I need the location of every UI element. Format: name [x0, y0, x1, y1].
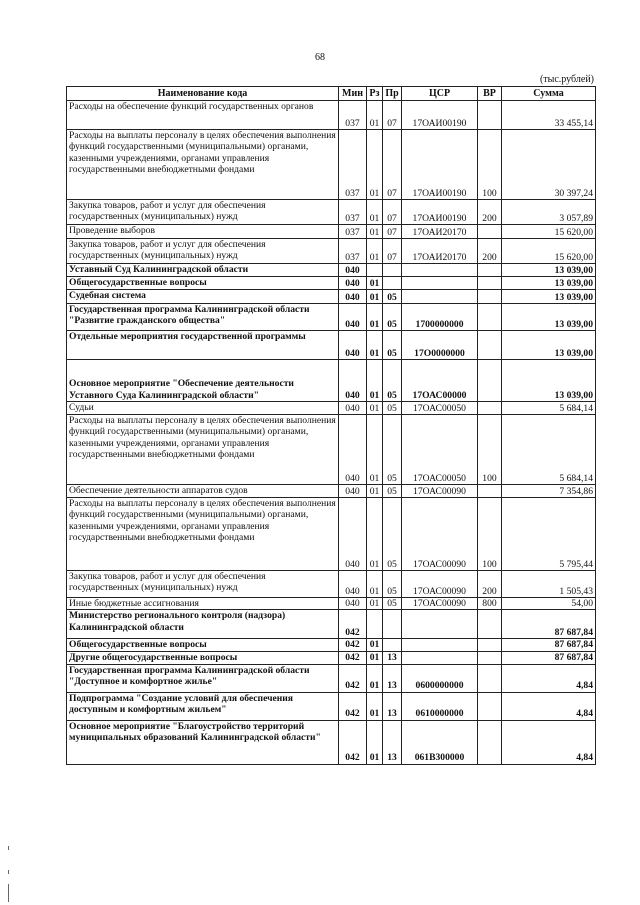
cell-rz: 01	[367, 360, 383, 402]
header-vr: ВР	[478, 87, 502, 101]
header-name: Наименование кода	[67, 87, 339, 101]
cell-name: Отдельные мероприятия государственной программы	[67, 331, 339, 360]
cell-rz: 01	[367, 485, 383, 498]
cell-pr: 13	[383, 664, 402, 692]
cell-rz: 01	[367, 304, 383, 331]
cell-vr	[478, 264, 502, 277]
cell-min: 037	[339, 200, 367, 225]
cell-vr	[478, 485, 502, 498]
cell-sum: 7 354,86	[502, 485, 596, 498]
cell-csr: 17ОАИ00190	[402, 200, 478, 225]
cell-vr	[478, 720, 502, 764]
cell-csr: 1700000000	[402, 304, 478, 331]
table-row	[67, 360, 596, 402]
cell-min: 042	[339, 639, 367, 651]
cell-csr	[402, 277, 478, 290]
cell-rz: 01	[367, 571, 383, 598]
table-row	[67, 331, 596, 360]
table-row	[67, 610, 596, 639]
cell-min: 040	[339, 331, 367, 360]
table-row	[67, 651, 596, 664]
cell-vr	[478, 360, 502, 402]
cell-name: Расходы на выплаты персоналу в целях обеспечения выполнения функций государственными (муниципальными) органами, казенными учреждениями, органами управления государственными внебюджетными фондами	[67, 130, 339, 200]
cell-sum: 4,84	[502, 692, 596, 720]
cell-pr: 07	[383, 225, 402, 239]
cell-vr: 200	[478, 200, 502, 225]
cell-name: Другие общегосударственные вопросы	[67, 651, 339, 664]
cell-min: 040	[339, 415, 367, 485]
cell-pr: 13	[383, 720, 402, 764]
cell-pr: 07	[383, 200, 402, 225]
cell-min: 037	[339, 239, 367, 264]
cell-vr	[478, 651, 502, 664]
cell-vr: 200	[478, 239, 502, 264]
cell-csr	[402, 651, 478, 664]
cell-rz: 01	[367, 200, 383, 225]
cell-vr	[478, 664, 502, 692]
cell-name: Расходы на выплаты персоналу в целях обеспечения выполнения функций государственными (муниципальными) органами, казенными учреждениями, органами управления государственными внебюджетными фондами	[67, 415, 339, 485]
cell-csr: 17ОАИ00190	[402, 130, 478, 200]
cell-csr: 17ОАИ00190	[402, 101, 478, 130]
cell-rz: 01	[367, 101, 383, 130]
cell-vr: 100	[478, 415, 502, 485]
cell-pr: 05	[383, 360, 402, 402]
cell-pr: 05	[383, 571, 402, 598]
cell-pr	[383, 264, 402, 277]
cell-csr: 061B300000	[402, 720, 478, 764]
cell-csr: 0600000000	[402, 664, 478, 692]
table-row	[67, 277, 596, 290]
cell-sum: 33 455,14	[502, 101, 596, 130]
cell-csr: 17ОАС00090	[402, 571, 478, 598]
cell-min: 042	[339, 664, 367, 692]
header-pr: Пр	[383, 87, 402, 101]
cell-csr: 17ОАС00090	[402, 498, 478, 571]
cell-vr	[478, 639, 502, 651]
cell-min: 040	[339, 277, 367, 290]
cell-sum: 87 687,84	[502, 651, 596, 664]
cell-sum: 87 687,84	[502, 610, 596, 639]
cell-sum: 1 505,43	[502, 571, 596, 598]
table-row	[67, 200, 596, 225]
table-row	[67, 304, 596, 331]
cell-name: Судьи	[67, 402, 339, 415]
cell-csr: 17ОАС00000	[402, 360, 478, 402]
cell-pr: 05	[383, 485, 402, 498]
cell-sum: 15 620,00	[502, 225, 596, 239]
cell-vr	[478, 101, 502, 130]
cell-sum: 13 039,00	[502, 277, 596, 290]
table-row	[67, 225, 596, 239]
cell-vr	[478, 331, 502, 360]
margin-mark	[8, 884, 9, 902]
cell-vr: 200	[478, 571, 502, 598]
cell-name: Закупка товаров, работ и услуг для обеспечения государственных (муниципальных) нужд	[67, 239, 339, 264]
cell-pr: 05	[383, 415, 402, 485]
cell-sum: 13 039,00	[502, 331, 596, 360]
table-row	[67, 639, 596, 651]
cell-rz	[367, 264, 383, 277]
table-row	[67, 571, 596, 598]
cell-csr	[402, 290, 478, 304]
cell-pr: 05	[383, 290, 402, 304]
cell-pr: 05	[383, 498, 402, 571]
cell-sum: 5 795,44	[502, 498, 596, 571]
cell-rz: 01	[367, 598, 383, 610]
cell-min: 040	[339, 498, 367, 571]
cell-name: Основное мероприятие "Благоустройство территорий муниципальных образований Калининградской области"	[67, 720, 339, 764]
cell-rz: 01	[367, 331, 383, 360]
cell-name: Общегосударственные вопросы	[67, 639, 339, 651]
cell-pr: 05	[383, 598, 402, 610]
cell-pr: 05	[383, 402, 402, 415]
cell-rz	[367, 610, 383, 639]
cell-name: Уставный Суд Калининградской области	[67, 264, 339, 277]
cell-name: Государственная программа Калининградской области "Доступное и комфортное жилье"	[67, 664, 339, 692]
table-row	[67, 239, 596, 264]
cell-vr: 100	[478, 498, 502, 571]
cell-sum: 5 684,14	[502, 402, 596, 415]
cell-vr	[478, 225, 502, 239]
cell-vr	[478, 402, 502, 415]
margin-mark	[8, 870, 9, 874]
cell-sum: 13 039,00	[502, 304, 596, 331]
cell-min: 042	[339, 720, 367, 764]
cell-csr	[402, 264, 478, 277]
table-row	[67, 664, 596, 692]
cell-name: Иные бюджетные ассигнования	[67, 598, 339, 610]
cell-min: 037	[339, 130, 367, 200]
cell-csr: 17ОАИ20170	[402, 239, 478, 264]
cell-pr: 07	[383, 239, 402, 264]
cell-sum: 87 687,84	[502, 639, 596, 651]
cell-sum: 54,00	[502, 598, 596, 610]
cell-vr	[478, 610, 502, 639]
page-number: 68	[315, 52, 325, 63]
cell-sum: 15 620,00	[502, 239, 596, 264]
header-min: Мин	[339, 87, 367, 101]
cell-min: 037	[339, 225, 367, 239]
cell-rz: 01	[367, 239, 383, 264]
cell-pr	[383, 277, 402, 290]
cell-name: Закупка товаров, работ и услуг для обеспечения государственных (муниципальных) нужд	[67, 571, 339, 598]
cell-sum: 4,84	[502, 664, 596, 692]
table-row	[67, 264, 596, 277]
cell-rz: 01	[367, 692, 383, 720]
cell-rz: 01	[367, 130, 383, 200]
cell-rz: 01	[367, 498, 383, 571]
table-row	[67, 498, 596, 571]
cell-pr	[383, 610, 402, 639]
cell-rz: 01	[367, 415, 383, 485]
cell-name: Проведение выборов	[67, 225, 339, 239]
table-row	[67, 290, 596, 304]
cell-min: 040	[339, 290, 367, 304]
cell-csr: 17ОАС00050	[402, 415, 478, 485]
cell-pr: 13	[383, 692, 402, 720]
cell-min: 040	[339, 598, 367, 610]
header-rz: Рз	[367, 87, 383, 101]
cell-name: Обеспечение деятельности аппаратов судов	[67, 485, 339, 498]
table-header-row	[67, 87, 596, 101]
cell-name: Министерство регионального контроля (надзора) Калининградской области	[67, 610, 339, 639]
cell-csr	[402, 610, 478, 639]
table-row	[67, 720, 596, 764]
cell-vr	[478, 692, 502, 720]
cell-pr: 05	[383, 331, 402, 360]
cell-csr: 17ОАС00090	[402, 598, 478, 610]
cell-rz: 01	[367, 277, 383, 290]
cell-sum: 30 397,24	[502, 130, 596, 200]
units-label: (тыс.рублей)	[539, 74, 594, 85]
cell-rz: 01	[367, 402, 383, 415]
table-row	[67, 402, 596, 415]
cell-vr	[478, 290, 502, 304]
cell-sum: 13 039,00	[502, 290, 596, 304]
cell-min: 040	[339, 402, 367, 415]
cell-min: 042	[339, 610, 367, 639]
cell-csr: 17ОАИ20170	[402, 225, 478, 239]
cell-rz: 01	[367, 720, 383, 764]
cell-csr: 0610000000	[402, 692, 478, 720]
header-csr: ЦСР	[402, 87, 478, 101]
budget-table	[66, 86, 596, 765]
cell-name: Расходы на выплаты персоналу в целях обеспечения выполнения функций государственными (муниципальными) органами, казенными учреждениями, органами управления государственными внебюджетными фондами	[67, 498, 339, 571]
cell-rz: 01	[367, 664, 383, 692]
table-row	[67, 485, 596, 498]
cell-rz: 01	[367, 651, 383, 664]
cell-sum: 13 039,00	[502, 360, 596, 402]
cell-min: 040	[339, 571, 367, 598]
margin-mark	[8, 846, 9, 850]
cell-sum: 4,84	[502, 720, 596, 764]
cell-min: 040	[339, 360, 367, 402]
cell-sum: 3 057,89	[502, 200, 596, 225]
cell-name: Основное мероприятие "Обеспечение деятельности Уставного Суда Калининградской области"	[67, 360, 339, 402]
cell-min: 042	[339, 651, 367, 664]
cell-min: 040	[339, 485, 367, 498]
cell-vr: 100	[478, 130, 502, 200]
cell-min: 037	[339, 101, 367, 130]
cell-pr	[383, 639, 402, 651]
cell-sum: 13 039,00	[502, 264, 596, 277]
cell-vr	[478, 304, 502, 331]
table-row	[67, 692, 596, 720]
cell-pr: 07	[383, 101, 402, 130]
table-row	[67, 598, 596, 610]
cell-name: Расходы на обеспечение функций государственных органов	[67, 101, 339, 130]
cell-pr: 07	[383, 130, 402, 200]
cell-rz: 01	[367, 290, 383, 304]
cell-vr: 800	[478, 598, 502, 610]
cell-min: 040	[339, 264, 367, 277]
cell-csr: 17О0000000	[402, 331, 478, 360]
cell-name: Закупка товаров, работ и услуг для обеспечения государственных (муниципальных) нужд	[67, 200, 339, 225]
cell-csr: 17ОАС00050	[402, 402, 478, 415]
cell-vr	[478, 277, 502, 290]
table-row	[67, 130, 596, 200]
cell-csr: 17ОАС00090	[402, 485, 478, 498]
table-row	[67, 101, 596, 130]
cell-pr: 13	[383, 651, 402, 664]
cell-pr: 05	[383, 304, 402, 331]
cell-rz: 01	[367, 225, 383, 239]
cell-name: Судебная система	[67, 290, 339, 304]
cell-name: Подпрограмма "Создание условий для обеспечения доступным и комфортным жильем"	[67, 692, 339, 720]
cell-sum: 5 684,14	[502, 415, 596, 485]
cell-csr	[402, 639, 478, 651]
cell-name: Государственная программа Калининградской области "Развитие гражданского общества"	[67, 304, 339, 331]
cell-min: 040	[339, 304, 367, 331]
table-row	[67, 415, 596, 485]
cell-name: Общегосударственные вопросы	[67, 277, 339, 290]
cell-min: 042	[339, 692, 367, 720]
header-sum: Сумма	[502, 87, 596, 101]
cell-rz: 01	[367, 639, 383, 651]
